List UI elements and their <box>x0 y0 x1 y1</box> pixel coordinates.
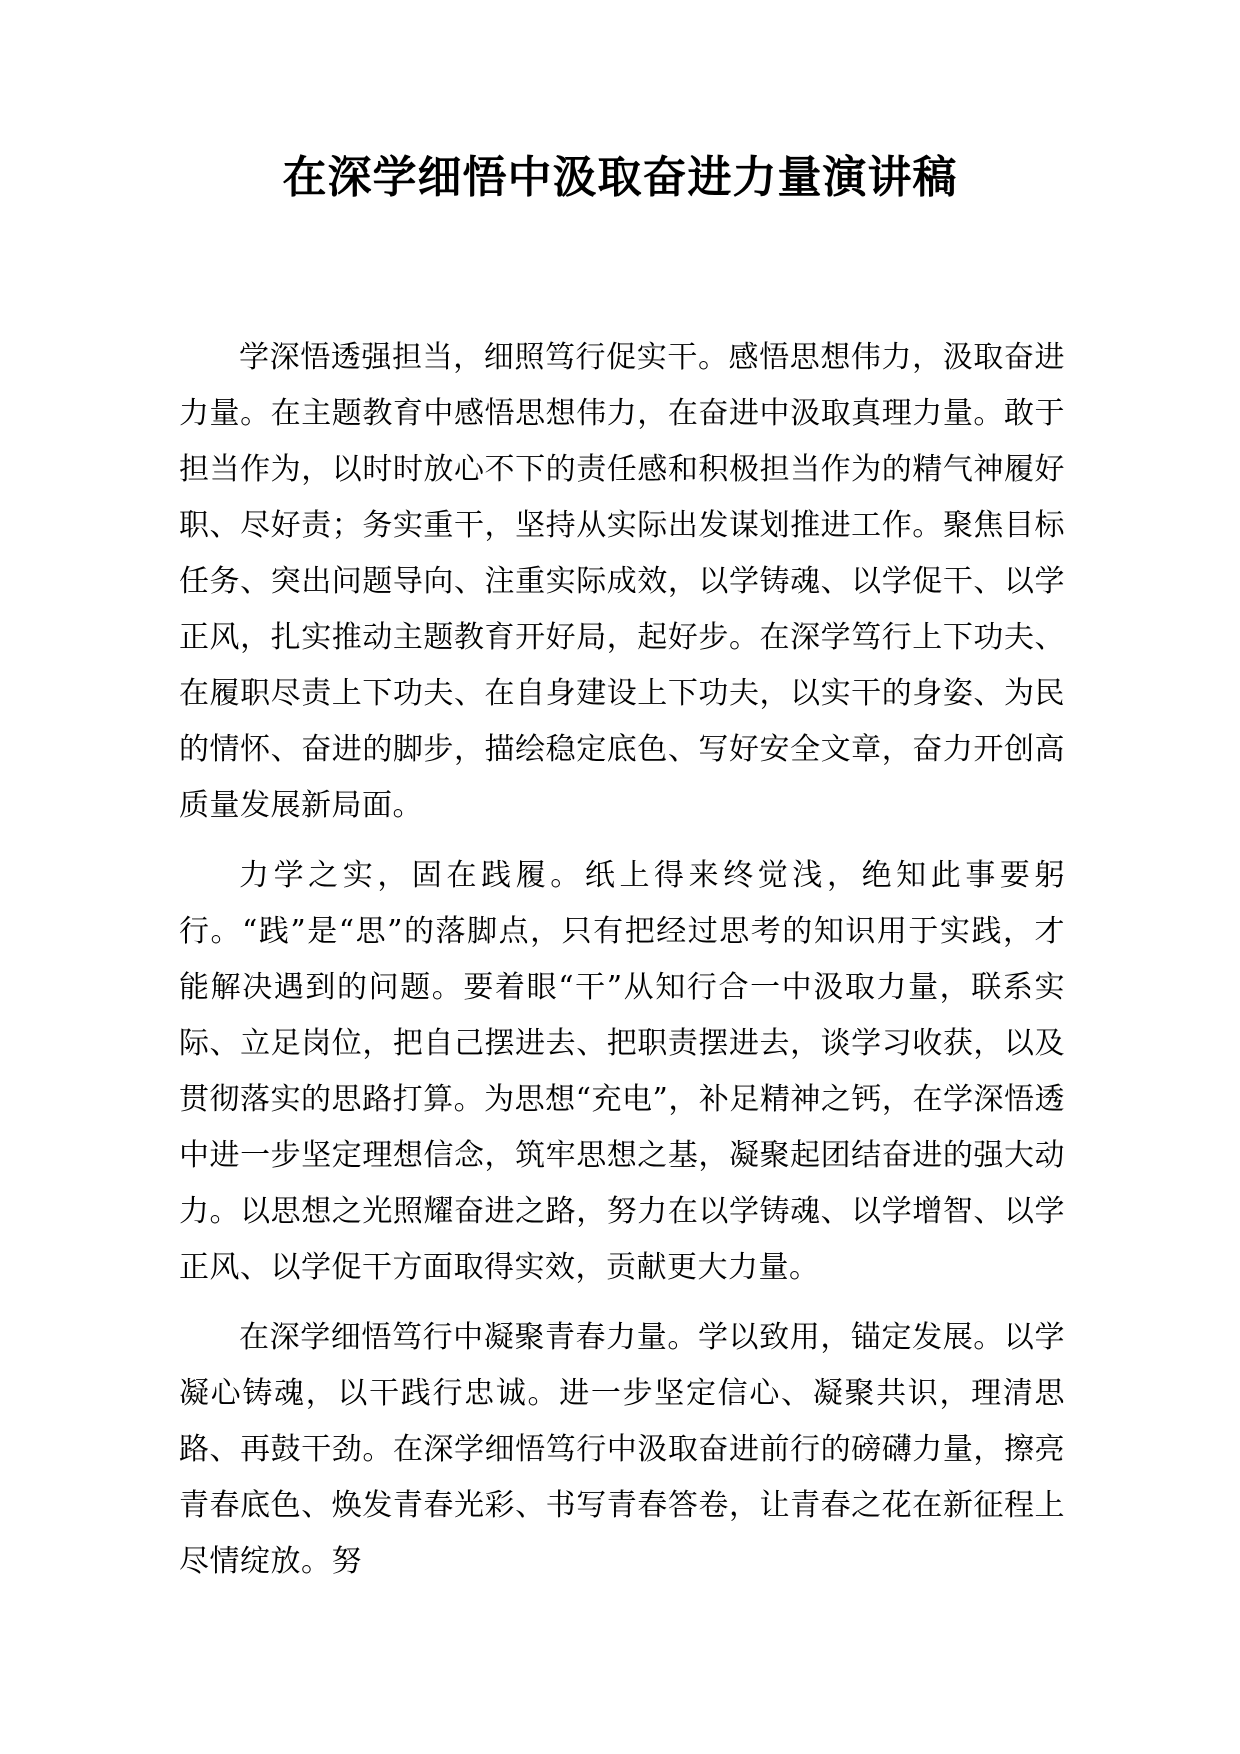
paragraph-2: 力学之实，固在践履。纸上得来终觉浅，绝知此事要躬行。“践”是“思”的落脚点，只有把经过思考的知识用于实践，才能解决遇到的问题。要着眼“干”从知行合一中汲取力量，联系实际、立足岗位，把自己摆进去、把职责摆进去，谈学习收获，以及贯彻落实的思路打算。为思想“充电”，补足精神之钙，在学深悟透中进一步坚定理想信念，筑牢思想之基，凝聚起团结奋进的强大动力。以思想之光照耀奋进之路，努力在以学铸魂、以学增智、以学正风、以学促干方面取得实效，贡献更大力量。 <box>179 858 1065 1285</box>
paragraph-3: 在深学细悟笃行中凝聚青春力量。学以致用，锚定发展。以学凝心铸魂，以干践行忠诚。进一步坚定信心、凝聚共识，理清思路、再鼓干劲。在深学细悟笃行中汲取奋进前行的磅礴力量，擦亮青春底色、焕发青春光彩、书写青春答卷，让青春之花在新征程上尽情绽放。努 <box>179 1320 1065 1579</box>
document-body <box>179 330 1065 1604</box>
document-title: 在深学细悟中汲取奋进力量演讲稿 <box>282 152 958 203</box>
paragraph-1: 学深悟透强担当，细照笃行促实干。感悟思想伟力，汲取奋进力量。在主题教育中感悟思想伟力，在奋进中汲取真理力量。敢于担当作为，以时时放心不下的责任感和积极担当作为的精气神履好职、尽好责；务实重干，坚持从实际出发谋划推进工作。聚焦目标任务、突出问题导向、注重实际成效，以学铸魂、以学促干、以学正风，扎实推动主题教育开好局，起好步。在深学笃行上下功夫、在履职尽责上下功夫、在自身建设上下功夫，以实干的身姿、为民的情怀、奋进的脚步，描绘稳定底色、写好安全文章，奋力开创高质量发展新局面。 <box>179 340 1065 823</box>
